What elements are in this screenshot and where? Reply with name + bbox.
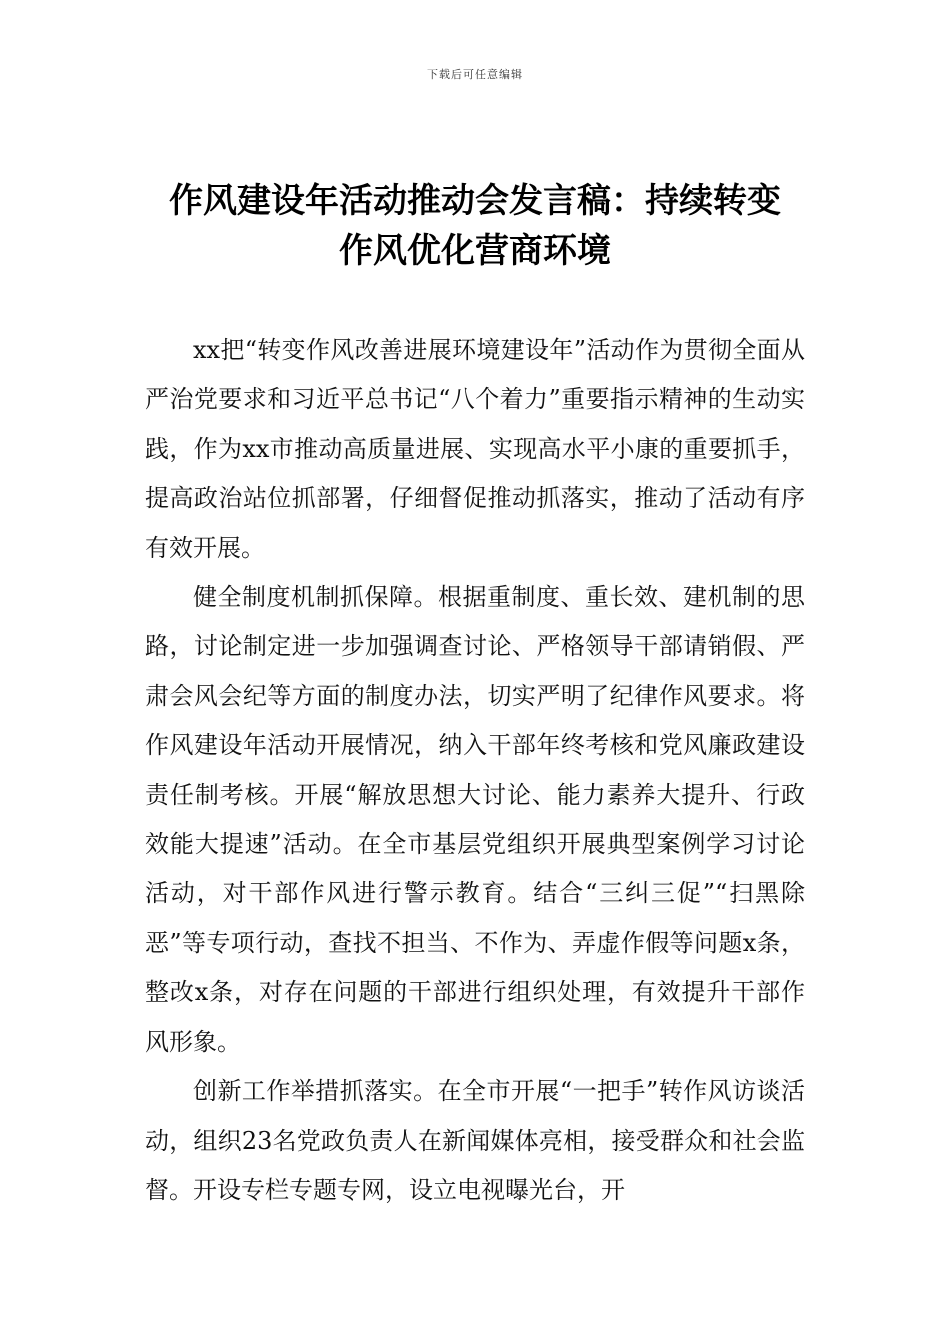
paragraph-innovation: 创新工作举措抓落实。在全市开展“一把手”转作风访谈活动，组织23名党政负责人在新闻媒体亮相，接受群众和社会监督。开设专栏专题专网，设立电视曝光台，开 xyxy=(145,1077,805,1204)
document-body xyxy=(145,326,805,1215)
title-line-2: 作风优化营商环境 xyxy=(339,231,611,271)
download-note: 下载后可任意编辑 xyxy=(427,68,523,81)
paragraph-intro: xx把“转变作风改善进展环境建设年”活动作为贯彻全面从严治党要求和习近平总书记“八个着力”重要指示精神的生动实践，作为xx市推动高质量进展、实现高水平小康的重要抓手，提高政治站位抓部署，仔细督促推动抓落实，推动了活动有序有效开展。 xyxy=(145,336,805,562)
title-line-1: 作风建设年活动推动会发言稿：持续转变 xyxy=(169,181,781,221)
document-title xyxy=(120,176,830,276)
paragraph-institutions: 健全制度机制抓保障。根据重制度、重长效、建机制的思路，讨论制定进一步加强调查讨论、严格领导干部请销假、严肃会风会纪等方面的制度办法，切实严明了纪律作风要求。将作风建设年活动开展情况，纳入干部年终考核和党风廉政建设责任制考核。开展“解放思想大讨论、能力素养大提升、行政效能大提速”活动。在全市基层党组织开展典型案例学习讨论活动，对干部作风进行警示教育。结合“三纠三促”“扫黑除恶”等专项行动，查找不担当、不作为、弄虚作假等问题x条，整改x条，对存在问题的干部进行组织处理，有效提升干部作风形象。 xyxy=(145,583,805,1056)
